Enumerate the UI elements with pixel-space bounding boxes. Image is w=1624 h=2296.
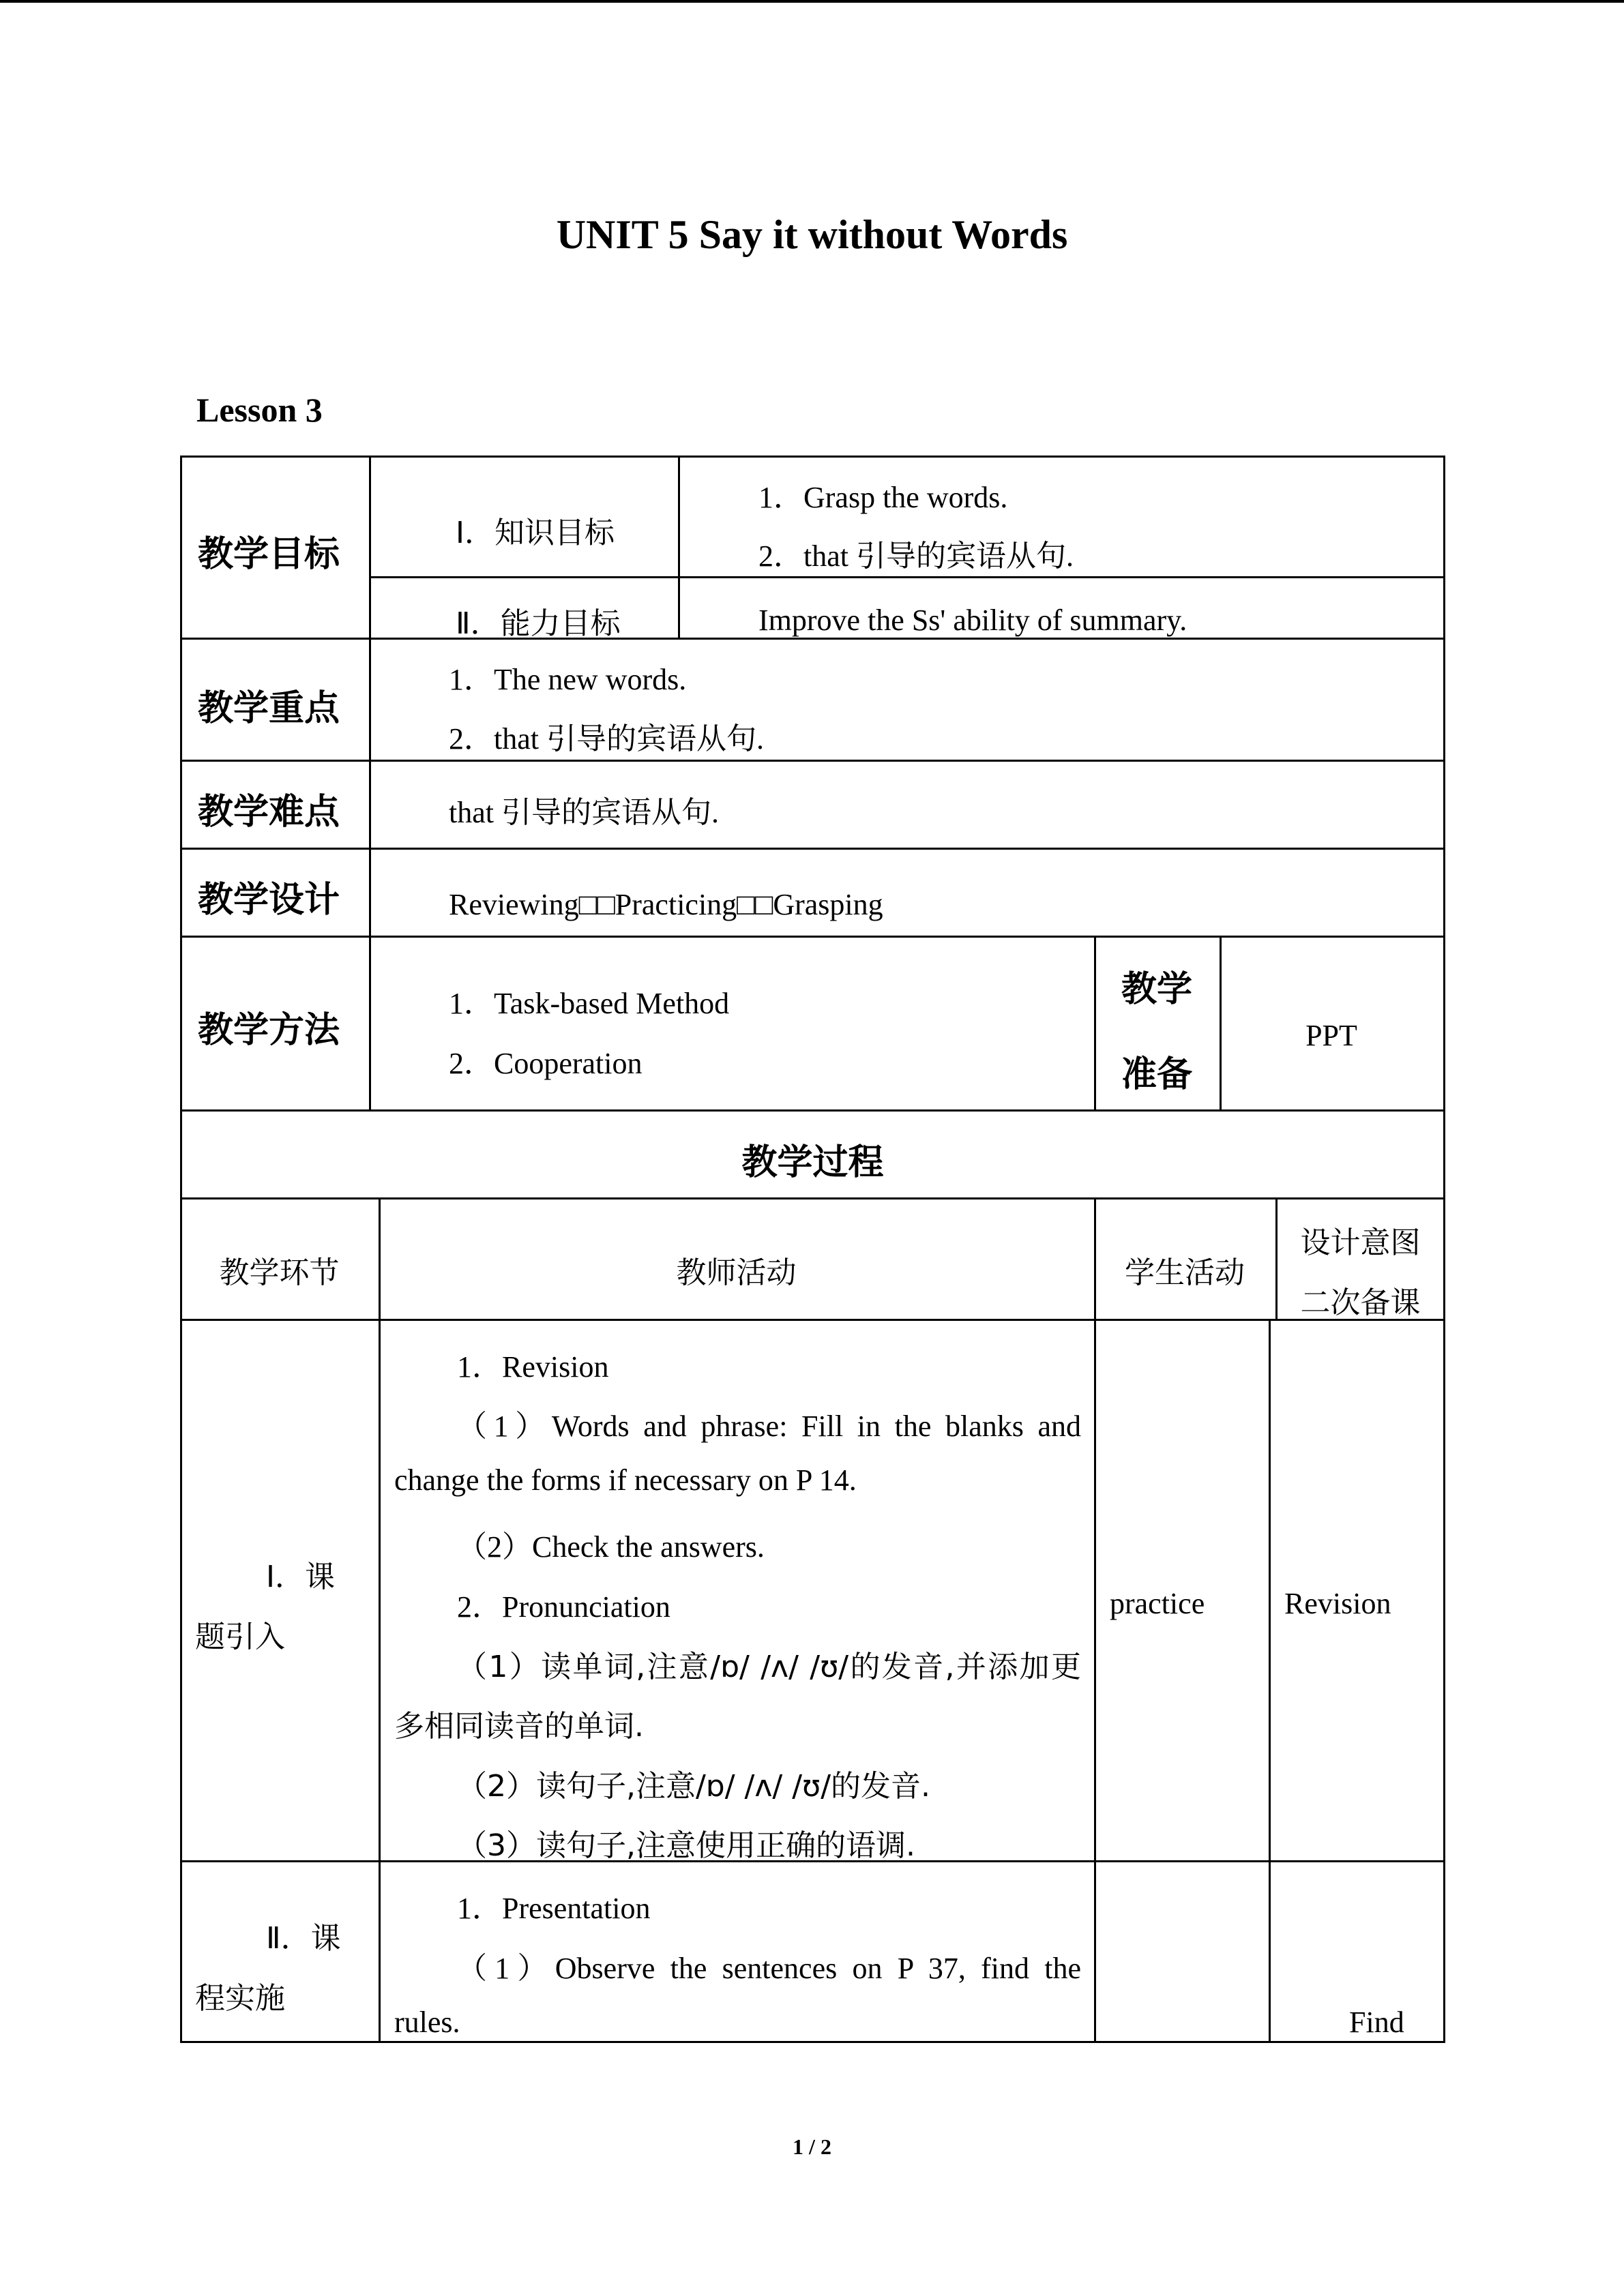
student-activity: practice: [1110, 1587, 1205, 1620]
stage-text: Ⅱ．课: [266, 1921, 341, 1956]
key-point-item: 2．that 引导的宾语从句.: [449, 722, 764, 756]
teacher-line: （1）Observe the sentences on P 37, find the: [457, 1952, 1081, 1985]
prep-value: PPT: [1305, 1019, 1357, 1052]
ability-goal-label: Ⅱ．能力目标: [456, 606, 621, 641]
page-separator: /: [803, 2134, 821, 2159]
document-title: UNIT 5 Say it without Words: [556, 212, 1068, 257]
difficulties-text: that 引导的宾语从句.: [449, 796, 719, 829]
key-point-item: 1．The new words.: [449, 663, 687, 696]
method-item: 1．Task-based Method: [449, 987, 730, 1020]
prep-label: 教学: [1121, 969, 1193, 1010]
lesson-heading: Lesson 3: [196, 391, 323, 429]
design-label: 教学设计: [198, 880, 340, 921]
design-intent: Revision: [1284, 1587, 1391, 1620]
teacher-line: （3）读句子,注意使用正确的语调.: [457, 1828, 915, 1863]
teacher-line: （2）读句子,注意/ɒ/ /ʌ/ /ʊ/的发音.: [457, 1769, 931, 1804]
knowledge-goal-label: Ⅰ．知识目标: [456, 516, 615, 550]
teacher-line: 1．Presentation: [457, 1892, 651, 1925]
column-header-student: 学生活动: [1125, 1255, 1245, 1290]
teacher-line: （2）Check the answers.: [457, 1530, 765, 1564]
teacher-line: 多相同读音的单词.: [394, 1709, 644, 1744]
methods-label: 教学方法: [198, 1010, 340, 1051]
teacher-line: 1．Revision: [457, 1350, 609, 1384]
column-header-design: 二次备课: [1300, 1285, 1421, 1320]
teacher-line: rules.: [394, 2006, 460, 2039]
design-intent: Find: [1349, 2006, 1404, 2039]
page-top-border: [0, 0, 1624, 3]
stage-text: 题引入: [195, 1620, 285, 1654]
key-points-label: 教学重点: [198, 688, 340, 729]
page-number: [0, 2134, 1624, 2160]
method-item: 2．Cooperation: [449, 1047, 643, 1080]
stage-text: 程实施: [195, 1981, 285, 2016]
prep-label: 准备: [1121, 1054, 1193, 1095]
stage-text: Ⅰ．课: [266, 1560, 335, 1594]
goals-label: 教学目标: [198, 534, 340, 575]
page-current: 1: [793, 2134, 804, 2159]
knowledge-goal-item: 2．that 引导的宾语从句.: [758, 539, 1074, 573]
teacher-line: change the forms if necessary on P 14.: [394, 1463, 857, 1497]
column-header-design: 设计意图: [1300, 1225, 1421, 1260]
difficulties-label: 教学难点: [198, 792, 340, 833]
column-header-stage: 教学环节: [219, 1255, 340, 1290]
process-heading: 教学过程: [741, 1142, 884, 1183]
column-header-teacher: 教师活动: [676, 1255, 797, 1290]
teacher-line: 2．Pronunciation: [457, 1590, 670, 1624]
teacher-line: （1）Words and phrase: Fill in the blanks and: [457, 1410, 1081, 1443]
page-total: 2: [820, 2134, 831, 2159]
knowledge-goal-item: 1．Grasp the words.: [758, 481, 1008, 514]
teacher-line: （1）读单词,注意/ɒ/ /ʌ/ /ʊ/的发音,并添加更: [457, 1650, 1081, 1684]
ability-goal-text: Improve the Ss' ability of summary.: [758, 603, 1187, 637]
design-text: Reviewing□□Practicing□□Grasping: [449, 888, 883, 921]
